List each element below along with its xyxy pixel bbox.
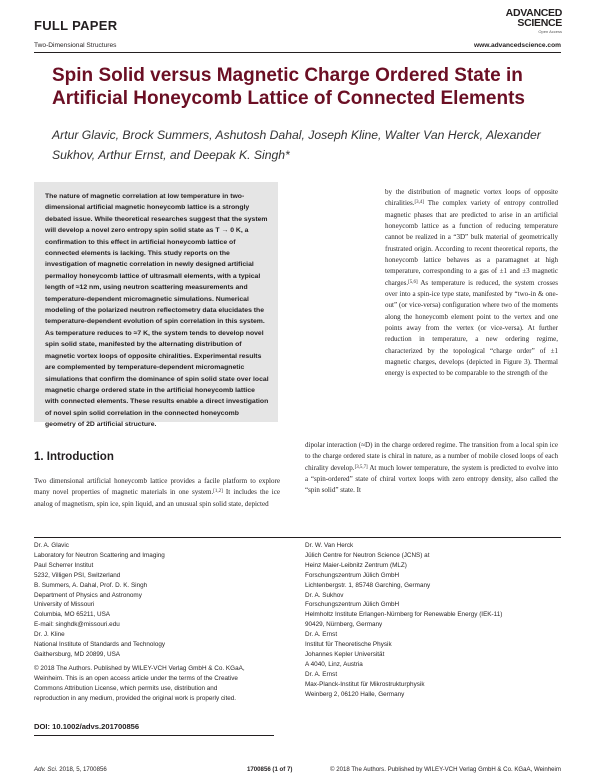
right-column-top bbox=[305, 187, 558, 380]
affiliation-divider bbox=[34, 537, 561, 538]
doi-divider bbox=[34, 735, 274, 736]
affiliation-line: Columbia, MO 65211, USA bbox=[34, 611, 111, 619]
logo-line3: Open Access bbox=[538, 29, 562, 34]
affiliation-line: Johannes Kepler Universität bbox=[305, 650, 385, 658]
right-column-text: by the distribution of magnetic vortex loops of opposite chiralities.[3,4] The complex variety of entropy controlled magnetic phases that are predicted to arise in an artificial honeycomb lattice as a function of reducing temperature cannot be realized in a “3D” bulk material of geometrically frustrated origin. According to recent theoretical reports, the honeycomb lattice behaves as a paramagnet at high temperature, corresponding to a gas of ±1 and ±3 magnetic charges.[5,6] As temperature is reduced, the system crosses over into a spin-ice type state, manifested by “two-in & one-out” (or vice-versa) configuration where two of the moments along the honeycomb element point to the vertex and one points away from the vertex (or vice-versa). At further reduction in temperature, a new ordering regime, characterized by the topological “charge order” of ±1 magnetic charges, develops (depicted in Figure 3). Thermal energy is expected to be comparable to the strength of the bbox=[385, 188, 558, 378]
doi-link[interactable]: DOI: 10.1002/advs.201700856 bbox=[34, 722, 140, 731]
affiliation-line: Paul Scherrer Institut bbox=[34, 561, 94, 569]
license-line: Weinheim. This is an open access article under the terms of the Creative bbox=[34, 674, 238, 682]
email-link[interactable]: E-mail: singhdk@missouri.edu bbox=[34, 621, 120, 629]
footer-citation bbox=[34, 766, 107, 773]
affiliation-line: 5232, Villigen PSI, Switzerland bbox=[34, 571, 121, 579]
footer-volume: 2018, 5, 1700856 bbox=[59, 766, 107, 773]
affiliation-line: Institut für Theoretische Physik bbox=[305, 641, 392, 649]
citation-ref[interactable]: [1,2] bbox=[213, 489, 223, 495]
affiliation-line: Max-Planck-Institut für Mikrostrukturphysik bbox=[305, 680, 425, 688]
logo-line1: ADVANCED bbox=[505, 7, 562, 19]
affiliation-line: 90429, Nürnberg, Germany bbox=[305, 621, 383, 629]
logo-line2: SCIENCE bbox=[517, 17, 562, 29]
journal-url[interactable]: www.advancedscience.com bbox=[474, 42, 561, 49]
license-line: © 2018 The Authors. Published by WILEY-VCH Verlag GmbH & Co. KGaA, bbox=[34, 664, 245, 672]
affiliation-line: Lichtenbergstr. 1, 85748 Garching, Germany bbox=[305, 581, 431, 589]
affiliation-line: Forschungszentrum Jülich GmbH bbox=[305, 571, 400, 579]
running-section: Two-Dimensional Structures bbox=[34, 42, 117, 49]
author-list: Artur Glavic, Brock Summers, Ashutosh Dahal, Joseph Kline, Walter Van Herck, Alexander Sukhov, Arthur Ernst, and Deepak K. Singh* bbox=[52, 128, 541, 162]
affiliation-line: Weinberg 2, 06120 Halle, Germany bbox=[305, 690, 405, 698]
citation-ref[interactable]: [3,5,7] bbox=[354, 464, 368, 470]
affiliation-line: Dr. A. Glavic bbox=[34, 542, 69, 549]
page-number: 1700856 (1 of 7) bbox=[247, 766, 293, 773]
footer-journal: Adv. Sci. bbox=[34, 766, 58, 773]
affiliation-line: Laboratory for Neutron Scattering and Imaging bbox=[34, 551, 165, 559]
affiliation-line: Jülich Centre for Neutron Science (JCNS) at bbox=[305, 551, 430, 559]
affiliations-right bbox=[305, 541, 561, 700]
affiliation-line: National Institute of Standards and Technology bbox=[34, 641, 166, 649]
affiliation-line: Dr. A. Sukhov bbox=[305, 591, 344, 599]
right-column-continued: dipolar interaction (≈D) in the charge ordered regime. The transition from a local spin ice to the charge ordered state is chiral in nature, as a number of mobile closed loops of each chirality develop.[3,5,7] At much lower temperature, the system is predicted to evolve into a “spin-ordered” state of chiral vortex loops with zero entropy density, also called the “spin solid” state. It bbox=[305, 441, 558, 495]
affiliation-line: Dr. W. Van Herck bbox=[305, 542, 354, 549]
affiliation-line: Dr. J. Kline bbox=[34, 631, 65, 639]
section-label: FULL PAPER bbox=[34, 18, 118, 33]
header-divider bbox=[34, 52, 561, 53]
affiliation-line: Forschungszentrum Jülich GmbH bbox=[305, 601, 400, 609]
affiliation-line: A 4040, Linz, Austria bbox=[305, 660, 363, 668]
license-line: reproduction in any medium, provided the original work is properly cited. bbox=[34, 694, 237, 702]
affiliation-line: Gaithersburg, MD 20899, USA bbox=[34, 650, 121, 658]
affiliation-line: Department of Physics and Astronomy bbox=[34, 591, 142, 599]
affiliation-line: University of Missouri bbox=[34, 601, 95, 609]
intro-heading: 1. Introduction bbox=[34, 451, 114, 463]
citation-ref[interactable]: [3,4] bbox=[414, 200, 424, 206]
affiliation-line: Heinz Maier-Leibnitz Zentrum (MLZ) bbox=[305, 561, 407, 569]
abstract-box bbox=[34, 182, 278, 429]
abstract-text: The nature of magnetic correlation at low temperature in two-dimensional artificial magnetic honeycomb lattice is a strongly debated issue. While theoretical researches suggest that the system will develop a novel zero entropy spin solid state as T → 0 K, a confirmation to this effect in artificial honeycomb lattice of connected elements is lacking. This study reports on the investigation of magnetic correlation in newly designed artificial permalloy honeycomb lattice of ultrasmall elements, with a typical length of ≈12 nm, using neutron scattering measurements and temperature-dependent micromagnetic simulations. Numerical modeling of the polarized neutron reflectometry data elucidates the temperature-dependent evolution of spin correlation in this system. As temperature reduces to ≈7 K, the system tends to develop novel spin solid state, manifested by the alternating distribution of magnetic vortex loops of opposite chiralities. Experimental results are complemented by temperature-dependent micromagnetic simulations that confirm the dominance of spin solid state over local magnetic charge ordered state in the artificial honeycomb lattice with connected elements. These results enable a direct investigation of novel spin solid correlation in the connected honeycomb geometry of 2D artificial structure. bbox=[45, 193, 269, 429]
journal-logo bbox=[460, 8, 562, 36]
license-line: Commons Attribution License, which permits use, distribution and bbox=[34, 684, 218, 692]
affiliation-line: Helmholtz Institute Erlangen-Nürnberg for Renewable Energy (IEK-11) bbox=[305, 611, 503, 619]
affiliation-line: Dr. A. Ernst bbox=[305, 670, 338, 678]
affiliation-line: Dr. A. Ernst bbox=[305, 631, 338, 639]
affiliation-line: B. Summers, A. Dahal, Prof. D. K. Singh bbox=[34, 581, 148, 589]
citation-ref[interactable]: [5,6] bbox=[408, 279, 418, 285]
affiliations-left bbox=[34, 541, 274, 704]
intro-text: Two dimensional artificial honeycomb lattice provides a facile platform to explore many novel properties of magnetic materials in one system.[1,2] It includes the ice analog of magnetism, spin ice, spin liquid, and an unusual spin solid state, depicted bbox=[34, 477, 280, 508]
footer-copyright: © 2018 The Authors. Published by WILEY-VCH Verlag GmbH & Co. KGaA, Weinheim bbox=[330, 766, 561, 773]
article-title: Spin Solid versus Magnetic Charge Ordered State in Artificial Honeycomb Lattice of Connected Elements bbox=[52, 65, 525, 109]
